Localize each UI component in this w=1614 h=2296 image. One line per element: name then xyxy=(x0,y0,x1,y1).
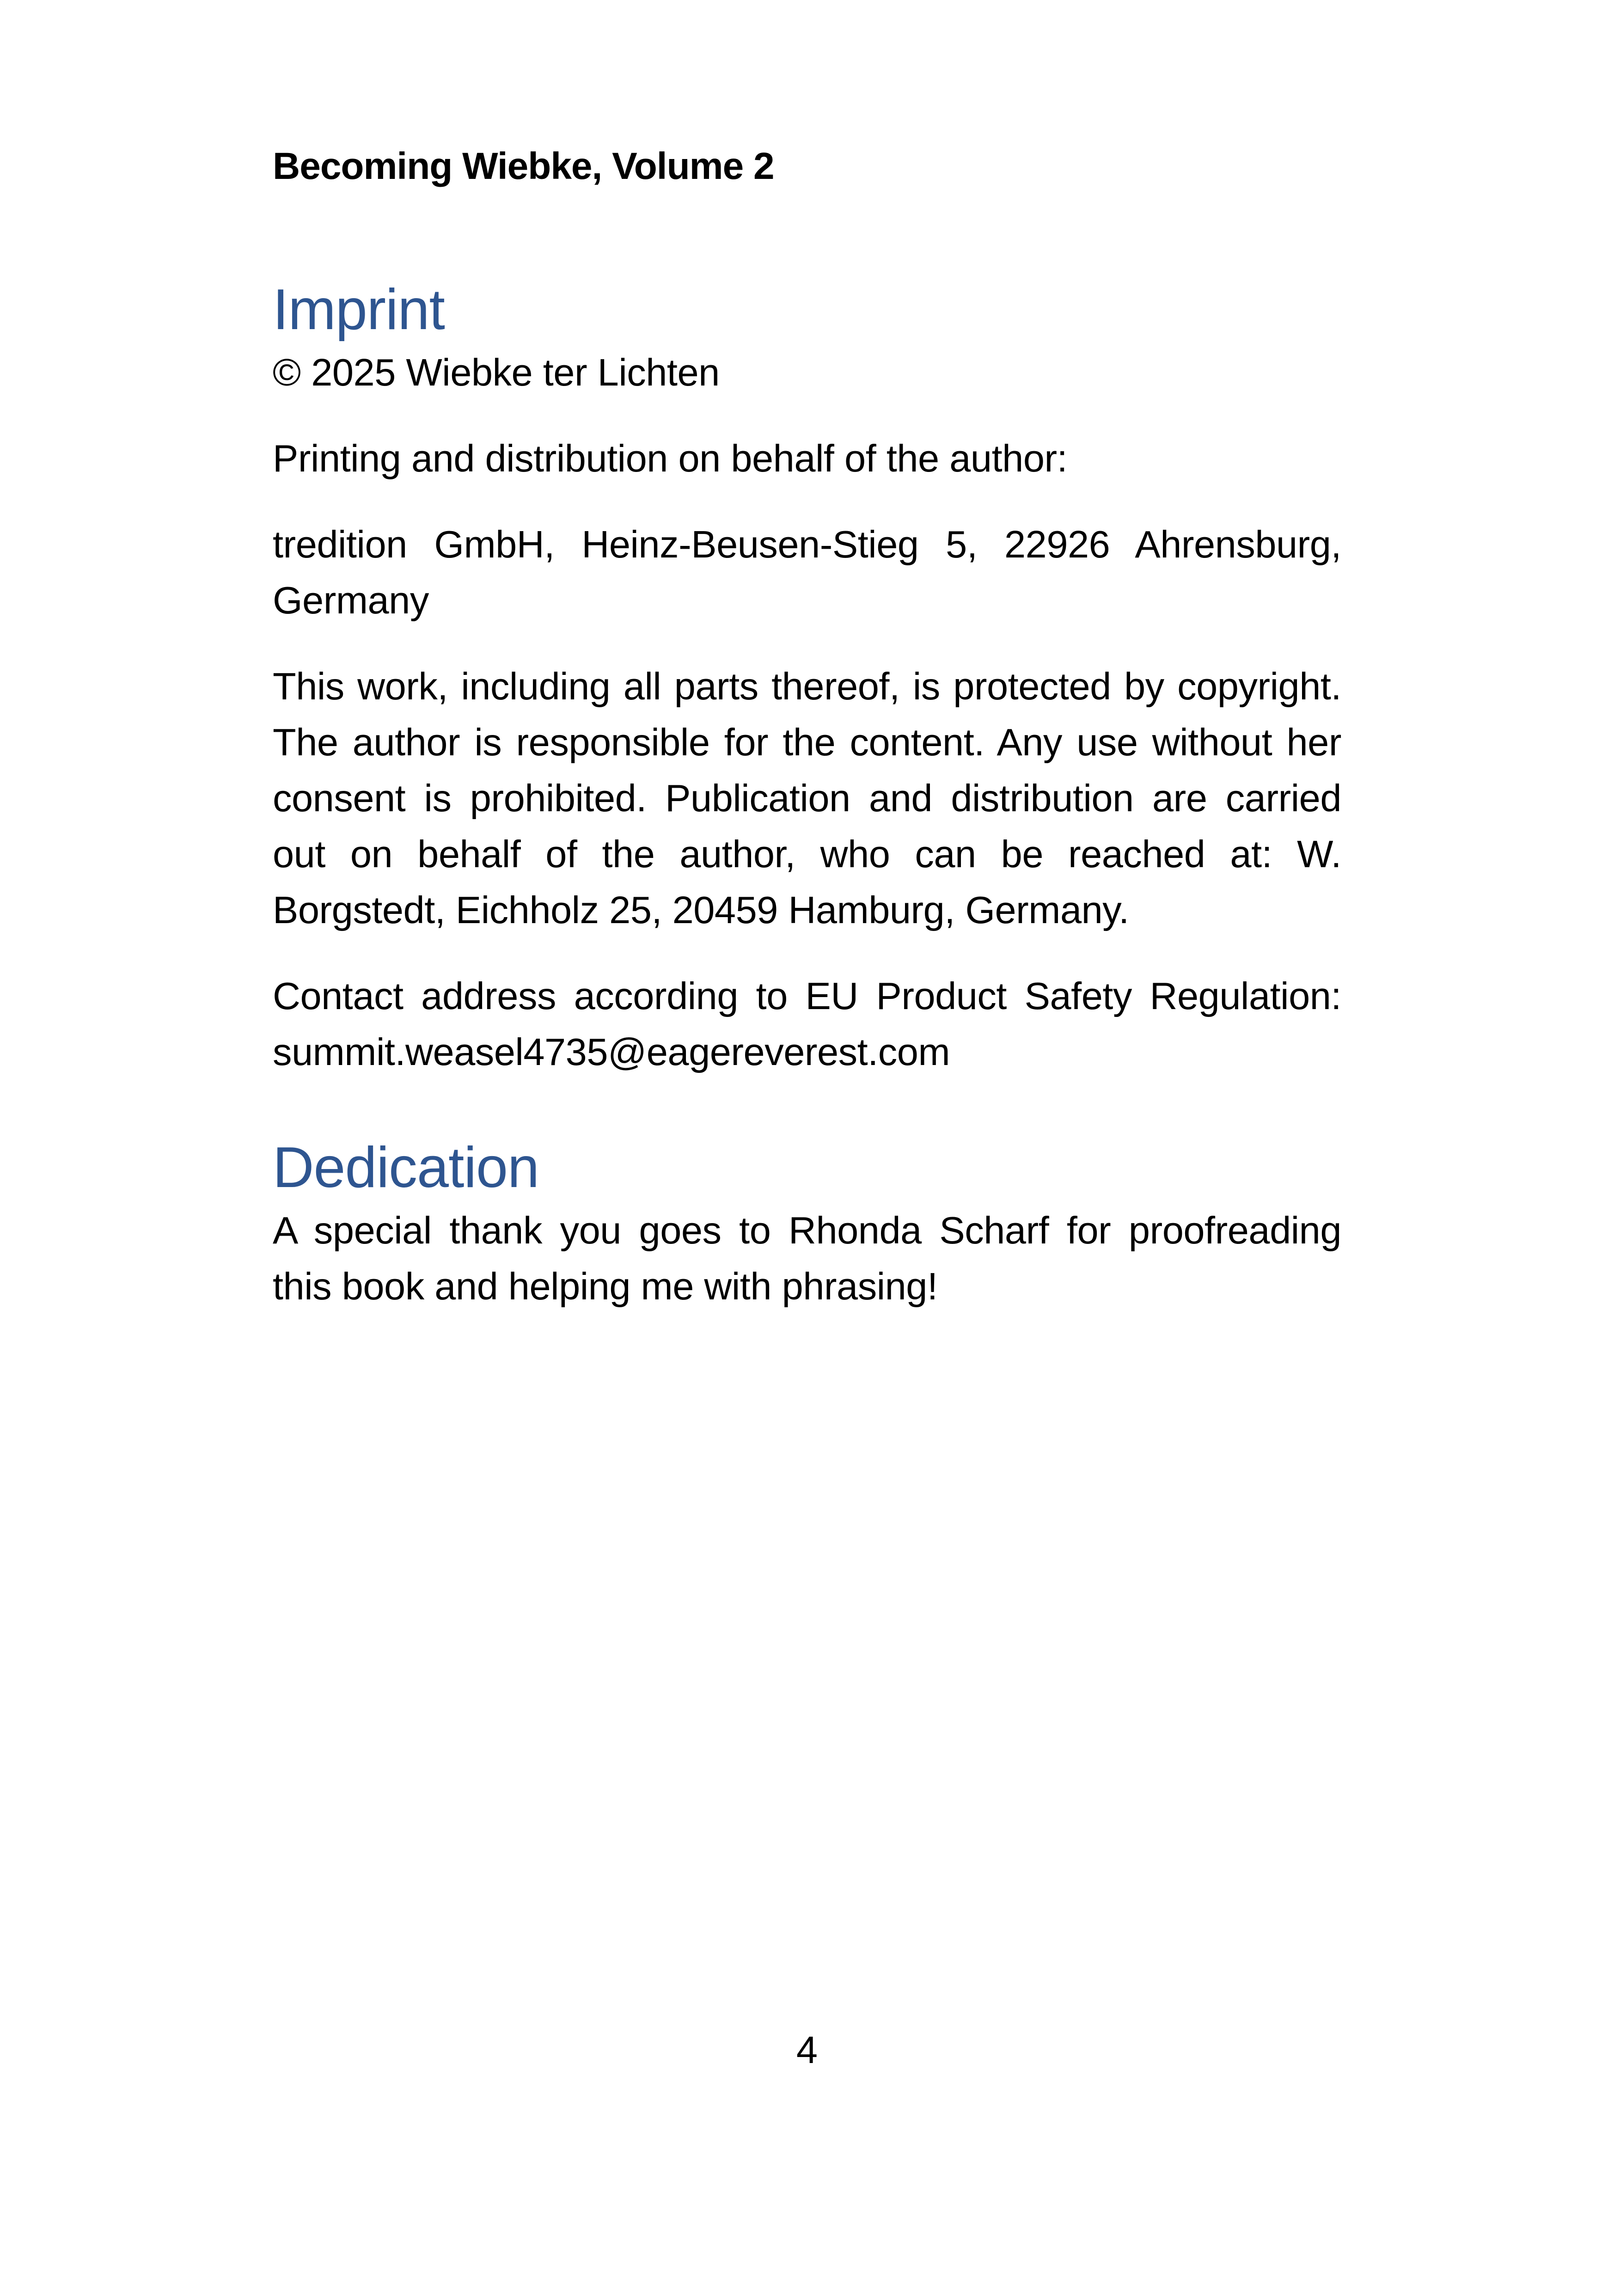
copyright-line: © 2025 Wiebke ter Lichten xyxy=(273,351,720,394)
page-number: 4 xyxy=(796,2028,818,2071)
page-content xyxy=(273,139,1341,1314)
contact-address: Contact address according to EU Product Safety Regulation: summit.weasel4735@eagereverest.com xyxy=(273,974,1341,1073)
copyright-notice: This work, including all parts thereof, is protected by copyright. The author is responsible for the content. Any use without her consent is prohibited. Publication and distribution are carried out on behalf of the author, who can be reached at: W. Borgstedt, Eichholz 25, 20459 Hamburg, Germany. xyxy=(273,665,1341,931)
publisher-address: tredition GmbH, Heinz-Beusen-Stieg 5, 22926 Ahrensburg, Germany xyxy=(273,523,1341,622)
dedication-text: A special thank you goes to Rhonda Scharf for proofreading this book and helping me with phrasing! xyxy=(273,1209,1341,1308)
book-title: Becoming Wiebke, Volume 2 xyxy=(273,145,774,187)
imprint-heading: Imprint xyxy=(273,278,445,342)
dedication-heading: Dedication xyxy=(273,1136,539,1200)
printing-line: Printing and distribution on behalf of the author: xyxy=(273,437,1068,480)
